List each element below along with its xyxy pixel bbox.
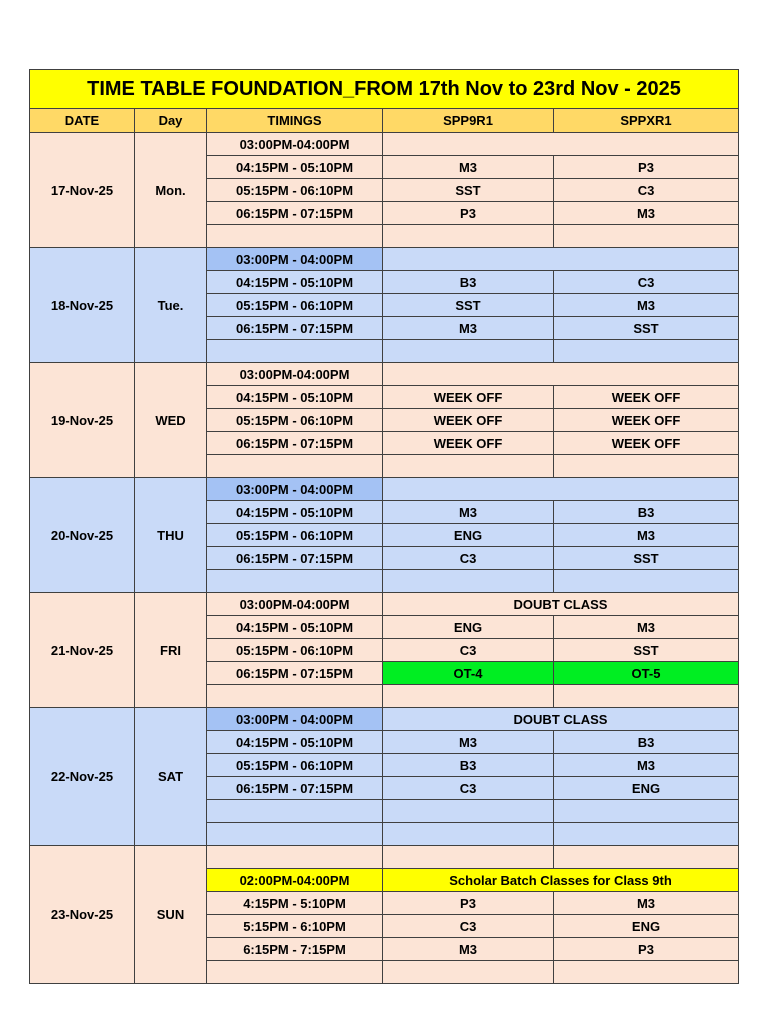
timing-cell xyxy=(207,570,383,593)
header-date: DATE xyxy=(30,109,135,133)
spp9r1-cell: ENG xyxy=(383,616,554,639)
sppxr1-cell xyxy=(554,455,739,478)
table-row xyxy=(30,248,739,271)
merged-class-cell: DOUBT CLASS xyxy=(383,708,739,731)
timing-cell: 05:15PM - 06:10PM xyxy=(207,179,383,202)
sppxr1-cell: WEEK OFF xyxy=(554,409,739,432)
header-day: Day xyxy=(135,109,207,133)
timing-cell: 04:15PM - 05:10PM xyxy=(207,156,383,179)
sppxr1-cell: C3 xyxy=(554,271,739,294)
timing-cell xyxy=(207,225,383,248)
day-cell: Tue. xyxy=(135,248,207,363)
merged-class-cell: DOUBT CLASS xyxy=(383,593,739,616)
day-cell: THU xyxy=(135,478,207,593)
sppxr1-cell: OT-5 xyxy=(554,662,739,685)
table-row xyxy=(30,133,739,156)
merged-class-cell: Scholar Batch Classes for Class 9th xyxy=(383,869,739,892)
timetable-title: TIME TABLE FOUNDATION_FROM 17th Nov to 23rd Nov - 2025 xyxy=(30,70,739,109)
spp9r1-cell xyxy=(383,225,554,248)
spp9r1-cell xyxy=(383,570,554,593)
sppxr1-cell: SST xyxy=(554,547,739,570)
timing-cell: 06:15PM - 07:15PM xyxy=(207,202,383,225)
timing-cell: 03:00PM - 04:00PM xyxy=(207,708,383,731)
spp9r1-cell xyxy=(383,455,554,478)
timing-cell: 02:00PM-04:00PM xyxy=(207,869,383,892)
sppxr1-cell: M3 xyxy=(554,294,739,317)
sppxr1-cell xyxy=(554,961,739,984)
timing-cell: 03:00PM-04:00PM xyxy=(207,593,383,616)
day-cell: SAT xyxy=(135,708,207,846)
timing-cell xyxy=(207,800,383,823)
header-spp9r1: SPP9R1 xyxy=(383,109,554,133)
spp9r1-cell: M3 xyxy=(383,938,554,961)
sppxr1-cell: ENG xyxy=(554,915,739,938)
date-cell: 17-Nov-25 xyxy=(30,133,135,248)
timing-cell: 04:15PM - 05:10PM xyxy=(207,731,383,754)
timing-cell: 03:00PM-04:00PM xyxy=(207,133,383,156)
timing-cell: 4:15PM - 5:10PM xyxy=(207,892,383,915)
timing-cell: 04:15PM - 05:10PM xyxy=(207,616,383,639)
date-cell: 18-Nov-25 xyxy=(30,248,135,363)
timing-cell: 05:15PM - 06:10PM xyxy=(207,524,383,547)
timing-cell: 5:15PM - 6:10PM xyxy=(207,915,383,938)
spp9r1-cell: P3 xyxy=(383,892,554,915)
sppxr1-cell: M3 xyxy=(554,202,739,225)
timing-cell: 04:15PM - 05:10PM xyxy=(207,386,383,409)
sppxr1-cell: C3 xyxy=(554,179,739,202)
sppxr1-cell: WEEK OFF xyxy=(554,432,739,455)
sppxr1-cell: SST xyxy=(554,317,739,340)
header-sppxr1: SPPXR1 xyxy=(554,109,739,133)
timing-cell: 04:15PM - 05:10PM xyxy=(207,271,383,294)
spp9r1-cell: C3 xyxy=(383,915,554,938)
timing-cell: 05:15PM - 06:10PM xyxy=(207,294,383,317)
sppxr1-cell: P3 xyxy=(554,156,739,179)
sppxr1-cell xyxy=(554,570,739,593)
spp9r1-cell: SST xyxy=(383,179,554,202)
table-row xyxy=(30,708,739,731)
timing-cell xyxy=(207,823,383,846)
spp9r1-cell: SST xyxy=(383,294,554,317)
spp9r1-cell xyxy=(383,823,554,846)
day-cell: SUN xyxy=(135,846,207,984)
timing-cell: 6:15PM - 7:15PM xyxy=(207,938,383,961)
header-timings: TIMINGS xyxy=(207,109,383,133)
timing-cell: 06:15PM - 07:15PM xyxy=(207,547,383,570)
timing-cell: 04:15PM - 05:10PM xyxy=(207,501,383,524)
sppxr1-cell: ENG xyxy=(554,777,739,800)
spp9r1-cell: M3 xyxy=(383,156,554,179)
sppxr1-cell xyxy=(554,225,739,248)
timing-cell: 06:15PM - 07:15PM xyxy=(207,662,383,685)
merged-class-cell xyxy=(383,248,739,271)
sppxr1-cell xyxy=(554,340,739,363)
spp9r1-cell: M3 xyxy=(383,317,554,340)
spp9r1-cell xyxy=(383,340,554,363)
timetable-body xyxy=(30,133,739,984)
timing-cell xyxy=(207,340,383,363)
day-cell: Mon. xyxy=(135,133,207,248)
sppxr1-cell xyxy=(554,846,739,869)
spp9r1-cell: B3 xyxy=(383,754,554,777)
spp9r1-cell: WEEK OFF xyxy=(383,432,554,455)
date-cell: 23-Nov-25 xyxy=(30,846,135,984)
sppxr1-cell: B3 xyxy=(554,731,739,754)
spp9r1-cell: WEEK OFF xyxy=(383,386,554,409)
spp9r1-cell: C3 xyxy=(383,547,554,570)
timing-cell: 03:00PM - 04:00PM xyxy=(207,248,383,271)
sppxr1-cell: M3 xyxy=(554,616,739,639)
timing-cell: 06:15PM - 07:15PM xyxy=(207,432,383,455)
spp9r1-cell: M3 xyxy=(383,731,554,754)
timing-cell xyxy=(207,961,383,984)
merged-class-cell xyxy=(383,363,739,386)
timing-cell: 06:15PM - 07:15PM xyxy=(207,317,383,340)
sppxr1-cell xyxy=(554,800,739,823)
timing-cell: 06:15PM - 07:15PM xyxy=(207,777,383,800)
sppxr1-cell xyxy=(554,823,739,846)
timing-cell xyxy=(207,685,383,708)
timing-cell: 05:15PM - 06:10PM xyxy=(207,409,383,432)
timing-cell: 05:15PM - 06:10PM xyxy=(207,754,383,777)
spp9r1-cell: C3 xyxy=(383,639,554,662)
spp9r1-cell: B3 xyxy=(383,271,554,294)
day-cell: WED xyxy=(135,363,207,478)
sppxr1-cell: P3 xyxy=(554,938,739,961)
timing-cell xyxy=(207,846,383,869)
sppxr1-cell: B3 xyxy=(554,501,739,524)
timing-cell: 03:00PM-04:00PM xyxy=(207,363,383,386)
spp9r1-cell xyxy=(383,961,554,984)
table-row xyxy=(30,478,739,501)
timing-cell xyxy=(207,455,383,478)
date-cell: 22-Nov-25 xyxy=(30,708,135,846)
timing-cell: 05:15PM - 06:10PM xyxy=(207,639,383,662)
timetable xyxy=(29,69,739,984)
sppxr1-cell: SST xyxy=(554,639,739,662)
sppxr1-cell: WEEK OFF xyxy=(554,386,739,409)
spp9r1-cell: P3 xyxy=(383,202,554,225)
date-cell: 20-Nov-25 xyxy=(30,478,135,593)
spp9r1-cell xyxy=(383,846,554,869)
spp9r1-cell: M3 xyxy=(383,501,554,524)
table-row xyxy=(30,593,739,616)
spp9r1-cell: WEEK OFF xyxy=(383,409,554,432)
merged-class-cell xyxy=(383,133,739,156)
spp9r1-cell: OT-4 xyxy=(383,662,554,685)
spp9r1-cell: ENG xyxy=(383,524,554,547)
date-cell: 19-Nov-25 xyxy=(30,363,135,478)
day-cell: FRI xyxy=(135,593,207,708)
timing-cell: 03:00PM - 04:00PM xyxy=(207,478,383,501)
spp9r1-cell xyxy=(383,685,554,708)
sppxr1-cell: M3 xyxy=(554,892,739,915)
sppxr1-cell: M3 xyxy=(554,524,739,547)
spp9r1-cell xyxy=(383,800,554,823)
date-cell: 21-Nov-25 xyxy=(30,593,135,708)
merged-class-cell xyxy=(383,478,739,501)
table-row xyxy=(30,363,739,386)
sppxr1-cell xyxy=(554,685,739,708)
sppxr1-cell: M3 xyxy=(554,754,739,777)
spp9r1-cell: C3 xyxy=(383,777,554,800)
table-row xyxy=(30,846,739,869)
